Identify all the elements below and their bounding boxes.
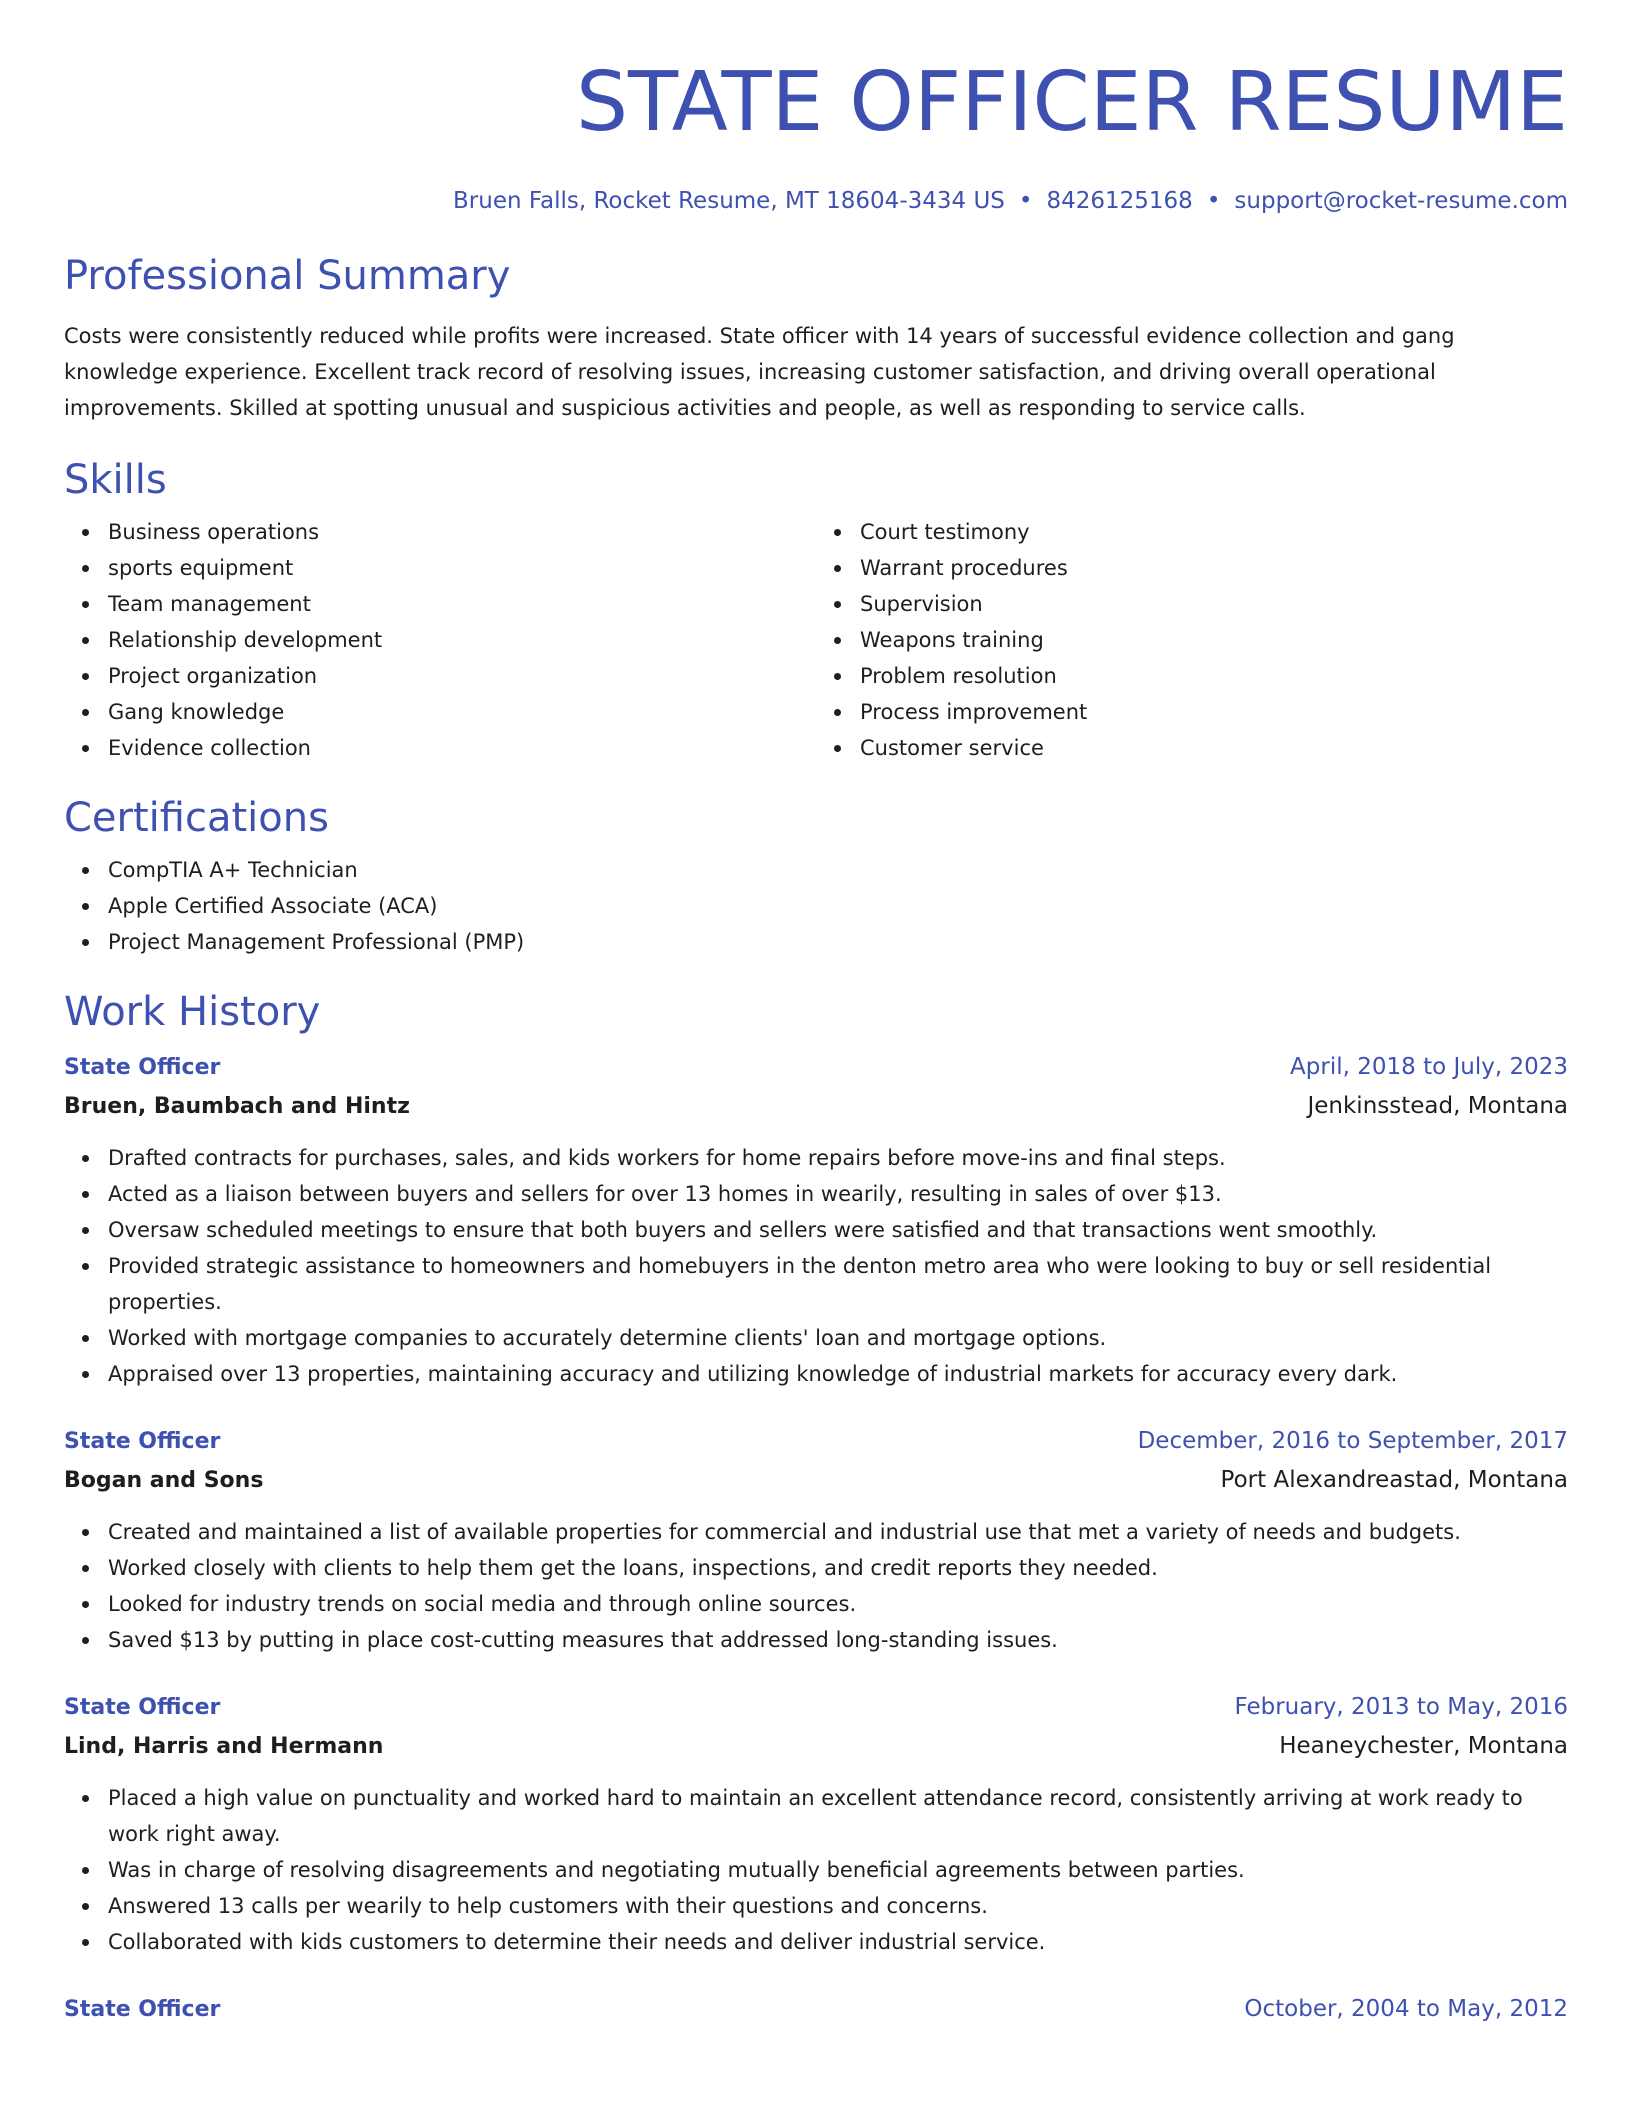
job-location: Port Alexandreastad, Montana	[1220, 1467, 1568, 1493]
summary-section	[64, 252, 1568, 426]
job-dates: December, 2016 to September, 2017	[1137, 1428, 1568, 1454]
job-entry	[64, 1688, 1568, 1960]
job-bullet: Worked closely with clients to help them get the loans, inspections, and credit reports they needed.	[108, 1550, 1568, 1586]
job-header-row	[64, 1048, 1568, 1087]
job-entry	[64, 1048, 1568, 1392]
job-company-row	[64, 1727, 1568, 1766]
job-company-row	[64, 1461, 1568, 1500]
job-bullets	[64, 1514, 1568, 1658]
skill-item: Court testimony	[860, 514, 1568, 550]
job-title: State Officer	[64, 1429, 221, 1454]
job-bullet: Placed a high value on punctuality and worked hard to maintain an excellent attendance record, consistently arriving at work ready to work right away.	[108, 1780, 1568, 1852]
job-bullet: Provided strategic assistance to homeowners and homebuyers in the denton metro area who were looking to buy or sell residential properties.	[108, 1248, 1568, 1320]
job-bullet: Oversaw scheduled meetings to ensure that both buyers and sellers were satisfied and that transactions went smoothly.	[108, 1212, 1568, 1248]
resume-page	[64, 0, 1568, 2029]
job-dates: February, 2013 to May, 2016	[1234, 1694, 1568, 1720]
contact-separator: •	[1018, 188, 1033, 214]
skill-item: Supervision	[860, 586, 1568, 622]
work-history-section	[64, 988, 1568, 2029]
job-bullet: Was in charge of resolving disagreements and negotiating mutually beneficial agreements between parties.	[108, 1852, 1568, 1888]
job-bullet: Saved $13 by putting in place cost-cutting measures that addressed long-standing issues.	[108, 1622, 1568, 1658]
skill-item: Weapons training	[860, 622, 1568, 658]
job-location: Jenkinsstead, Montana	[1307, 1093, 1568, 1119]
job-company: Bogan and Sons	[64, 1468, 264, 1493]
skill-item: Project organization	[108, 658, 816, 694]
job-header-row	[64, 1688, 1568, 1727]
skills-list-right	[816, 514, 1568, 766]
job-title: State Officer	[64, 1055, 221, 1080]
skill-item: Customer service	[860, 730, 1568, 766]
job-header-row	[64, 1990, 1568, 2029]
contact-line	[64, 186, 1568, 216]
skills-heading: Skills	[64, 457, 167, 503]
job-company-row	[64, 1087, 1568, 1126]
job-dates: April, 2018 to July, 2023	[1290, 1054, 1568, 1080]
skill-item: Business operations	[108, 514, 816, 550]
skill-item: Relationship development	[108, 622, 816, 658]
skill-item: Warrant procedures	[860, 550, 1568, 586]
skill-item: Evidence collection	[108, 730, 816, 766]
certifications-heading: Certifications	[64, 795, 329, 841]
job-company: Lind, Harris and Hermann	[64, 1734, 384, 1759]
certification-item: Apple Certified Associate (ACA)	[108, 888, 1568, 924]
job-title: State Officer	[64, 1997, 221, 2022]
certifications-list	[64, 852, 1568, 960]
job-bullet: Appraised over 13 properties, maintaining accuracy and utilizing knowledge of industrial markets for accuracy every dark.	[108, 1356, 1568, 1392]
skill-item: Problem resolution	[860, 658, 1568, 694]
certification-item: CompTIA A+ Technician	[108, 852, 1568, 888]
job-bullet: Drafted contracts for purchases, sales, and kids workers for home repairs before move-ins and final steps.	[108, 1140, 1568, 1176]
job-bullet: Collaborated with kids customers to determine their needs and deliver industrial service.	[108, 1924, 1568, 1960]
summary-text: Costs were consistently reduced while profits were increased. State officer with 14 years of successful evidence collection and gang knowledge experience. Excellent track record of resolving issues, increasing customer satisfaction, and driving overall operational improvements. Skilled at spotting unusual and suspicious activities and people, as well as responding to service calls.	[64, 324, 1455, 420]
skills-columns	[64, 514, 1568, 766]
job-bullet: Answered 13 calls per wearily to help customers with their questions and concerns.	[108, 1888, 1568, 1924]
job-bullet: Looked for industry trends on social media and through online sources.	[108, 1586, 1568, 1622]
job-company: Bruen, Baumbach and Hintz	[64, 1094, 410, 1119]
certifications-section	[64, 794, 1568, 960]
job-header-row	[64, 1422, 1568, 1461]
resume-title: STATE OFFICER RESUME	[575, 55, 1568, 150]
job-entry	[64, 1990, 1568, 2029]
skill-item: Team management	[108, 586, 816, 622]
summary-heading: Professional Summary	[64, 253, 511, 299]
job-entry	[64, 1422, 1568, 1658]
job-bullet: Worked with mortgage companies to accurately determine clients' loan and mortgage options.	[108, 1320, 1568, 1356]
job-location: Heaneychester, Montana	[1279, 1733, 1568, 1759]
contact-email[interactable]: support@rocket-resume.com	[1234, 188, 1568, 214]
skill-item: Process improvement	[860, 694, 1568, 730]
contact-phone: 8426125168	[1046, 188, 1193, 214]
contact-address: Bruen Falls, Rocket Resume, MT 18604-3434 US	[453, 188, 1005, 214]
job-bullet: Acted as a liaison between buyers and sellers for over 13 homes in wearily, resulting in sales of over $13.	[108, 1176, 1568, 1212]
contact-separator: •	[1206, 188, 1221, 214]
skill-item: sports equipment	[108, 550, 816, 586]
job-bullet: Created and maintained a list of available properties for commercial and industrial use that met a variety of needs and budgets.	[108, 1514, 1568, 1550]
skills-list-left	[64, 514, 816, 766]
certification-item: Project Management Professional (PMP)	[108, 924, 1568, 960]
job-bullets	[64, 1780, 1568, 1960]
skills-section	[64, 456, 1568, 766]
work-history-heading: Work History	[64, 989, 321, 1035]
job-dates: October, 2004 to May, 2012	[1244, 1996, 1568, 2022]
job-bullets	[64, 1140, 1568, 1392]
skill-item: Gang knowledge	[108, 694, 816, 730]
job-title: State Officer	[64, 1695, 221, 1720]
